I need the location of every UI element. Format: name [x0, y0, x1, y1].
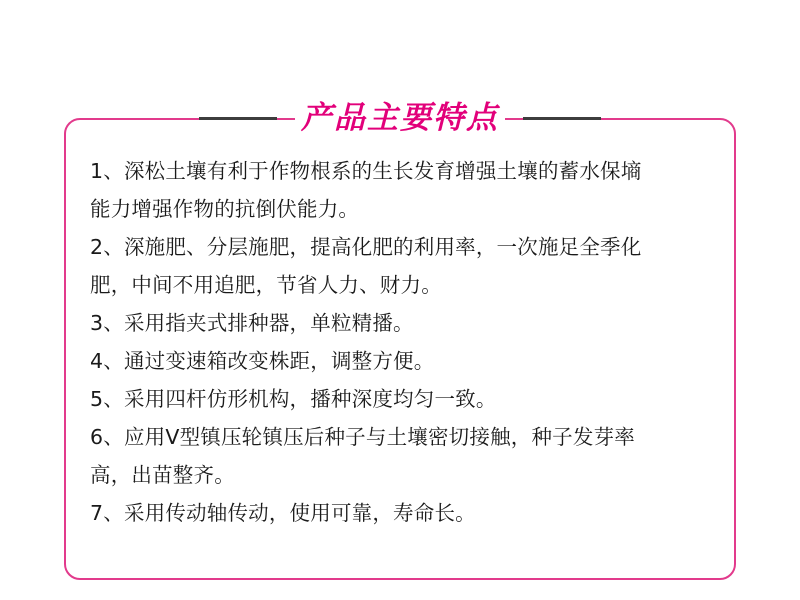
list-item: 5、采用四杆仿形机构，播种深度均匀一致。 — [90, 387, 497, 411]
title-rule-right — [523, 117, 601, 120]
list-item: 1、深松土壤有利于作物根系的生长发育增强土壤的蓄水保墒 — [90, 159, 642, 183]
list-item: 4、通过变速箱改变株距，调整方便。 — [90, 349, 435, 373]
page-title: 产品主要特点 — [295, 103, 505, 134]
feature-list — [90, 152, 730, 532]
list-item: 能力增强作物的抗倒伏能力。 — [90, 197, 360, 221]
title-rule-left — [199, 117, 277, 120]
list-item: 2、深施肥、分层施肥，提高化肥的利用率，一次施足全季化 — [90, 235, 642, 259]
list-item: 7、采用传动轴传动，使用可靠，寿命长。 — [90, 501, 476, 525]
list-item: 3、采用指夹式排种器，单粒精播。 — [90, 311, 414, 335]
title-row — [64, 92, 736, 144]
list-item: 肥，中间不用追肥，节省人力、财力。 — [90, 273, 442, 297]
list-item: 高，出苗整齐。 — [90, 463, 235, 487]
list-item: 6、应用V型镇压轮镇压后种子与土壤密切接触，种子发芽率 — [90, 425, 635, 449]
